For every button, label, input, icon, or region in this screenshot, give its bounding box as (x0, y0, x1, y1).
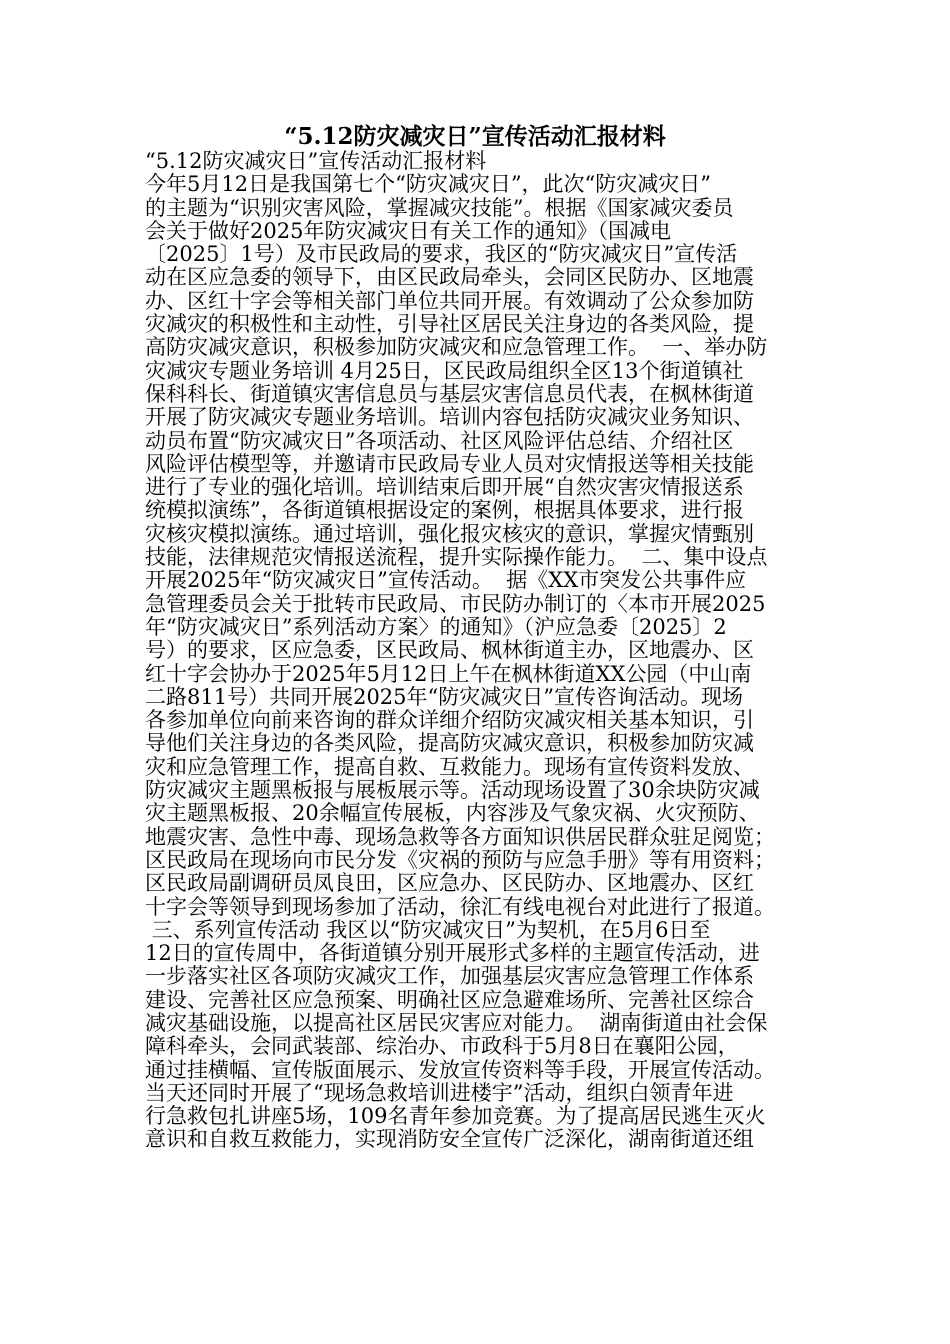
body-line: 统模拟演练”，各街道镇根据设定的案例，根据具体要求，进行报 (145, 498, 744, 523)
body-line: 三、系列宣传活动 我区以“防灾减灾日”为契机，在5月6日至 (145, 917, 711, 942)
body-line: 开展了防灾减灾专题业务培训。培训内容包括防灾减灾业务知识、 (145, 405, 754, 430)
body-line: 动员布置“防灾减灾日”各项活动、社区风险评估总结、介绍社区 (145, 428, 734, 453)
document-title: “5.12防灾减灾日”宣传活动汇报材料 (284, 123, 666, 150)
body-line: 今年5月12日是我国第七个“防灾减灾日”，此次“防灾减灾日” (145, 172, 712, 197)
body-line: 〔2025〕1号）及市民政局的要求，我区的“防灾减灾日”宣传活 (145, 242, 738, 267)
body-line: 减灾基础设施，以提高社区居民灾害应对能力。 湖南街道由社会保 (145, 1010, 768, 1035)
body-line: 灾主题黑板报、20余幅宣传展板，内容涉及气象灾祸、火灾预防、 (145, 801, 760, 826)
body-line: 十字会等领导到现场参加了活动，徐汇有线电视台对此进行了报道。 (145, 894, 775, 919)
body-line: 二路811号）共同开展2025年“防灾减灾日”宣传咨询活动。现场 (145, 684, 743, 709)
body-line: 会关于做好2025年防灾减灾日有关工作的通知》（国减电 (145, 218, 671, 243)
document-body (145, 150, 805, 1152)
body-line: 障科牵头，会同武装部、综治办、市政科于5月8日在襄阳公园， (145, 1034, 739, 1059)
body-line: 急管理委员会关于批转市民政局、市民防办制订的〈本市开展2025 (145, 591, 766, 616)
body-line: 导他们关注身边的各类风险，提高防灾减灾意识，积极参加防灾减 (145, 731, 754, 756)
body-line: “5.12防灾减灾日”宣传活动汇报材料 (145, 149, 487, 173)
body-line: 区民政局在现场向市民分发《灾祸的预防与应急手册》等有用资料； (145, 847, 775, 872)
body-line: 12日的宣传周中，各街道镇分别开展形式多样的主题宣传活动，进 (145, 941, 760, 966)
body-line: 动在区应急委的领导下，由区民政局牵头，会同区民防办、区地震 (145, 265, 754, 290)
body-line: 灾和应急管理工作，提高自救、互救能力。现场有宣传资料发放、 (145, 754, 754, 779)
body-line: 行急救包扎讲座5场，109名青年参加竞赛。为了提高居民逃生灭火 (145, 1104, 766, 1129)
body-line: 进行了专业的强化培训。培训结束后即开展“自然灾害灾情报送系 (145, 475, 744, 500)
body-line: 灾核灾模拟演练。通过培训，强化报灾核灾的意识，掌握灾情甄别 (145, 521, 754, 546)
body-line: 建设、完善社区应急预案、明确社区应急避难场所、完善社区综合 (145, 987, 754, 1012)
body-line: 技能，法律规范灾情报送流程，提升实际操作能力。 二、集中设点 (145, 545, 768, 570)
body-line: 一步落实社区各项防灾减灾工作，加强基层灾害应急管理工作体系 (145, 964, 754, 989)
body-line: 灾减灾专题业务培训 4月25日，区民政局组织全区13个街道镇社 (145, 358, 744, 383)
body-line: 通过挂横幅、宣传版面展示、发放宣传资料等手段，开展宣传活动。 (145, 1057, 775, 1082)
body-line: 当天还同时开展了“现场急救培训进楼宇”活动，组织白领青年进 (145, 1080, 734, 1105)
body-line: 号）的要求，区应急委，区民政局、枫林街道主办，区地震办、区 (145, 638, 754, 663)
body-line: 防灾减灾主题黑板报与展板展示等。活动现场设置了30余块防灾减 (145, 778, 760, 803)
body-line: 办、区红十字会等相关部门单位共同开展。有效调动了公众参加防 (145, 288, 754, 313)
body-line: 保科科长、街道镇灾害信息员与基层灾害信息员代表，在枫林街道 (145, 381, 754, 406)
body-line: 红十字会协办于2025年5月12日上午在枫林街道XX公园（中山南 (145, 661, 752, 686)
body-line: 地震灾害、急性中毒、现场急救等各方面知识供居民群众驻足阅览； (145, 824, 775, 849)
body-line: 高防灾减灾意识，积极参加防灾减灾和应急管理工作。 一、举办防 (145, 335, 768, 360)
body-line: 各参加单位向前来咨询的群众详细介绍防灾减灾相关基本知识，引 (145, 708, 754, 733)
body-line: 灾减灾的积极性和主动性，引导社区居民关注身边的各类风险，提 (145, 312, 754, 337)
body-line: 风险评估模型等，并邀请市民政局专业人员对灾情报送等相关技能 (145, 451, 754, 476)
body-line: 区民政局副调研员凤良田，区应急办、区民防办、区地震办、区红 (145, 871, 754, 896)
body-line: 开展2025年“防灾减灾日”宣传活动。 据《XX市突发公共事件应 (145, 568, 747, 593)
body-line: 意识和自救互救能力，实现消防安全宣传广泛深化，湖南街道还组 (145, 1127, 754, 1152)
body-line: 的主题为“识别灾害风险，掌握减灾技能”。根据《国家减灾委员 (145, 195, 734, 220)
body-line: 年“防灾减灾日”系列活动方案〉的通知》（沪应急委〔2025〕2 (145, 614, 727, 639)
